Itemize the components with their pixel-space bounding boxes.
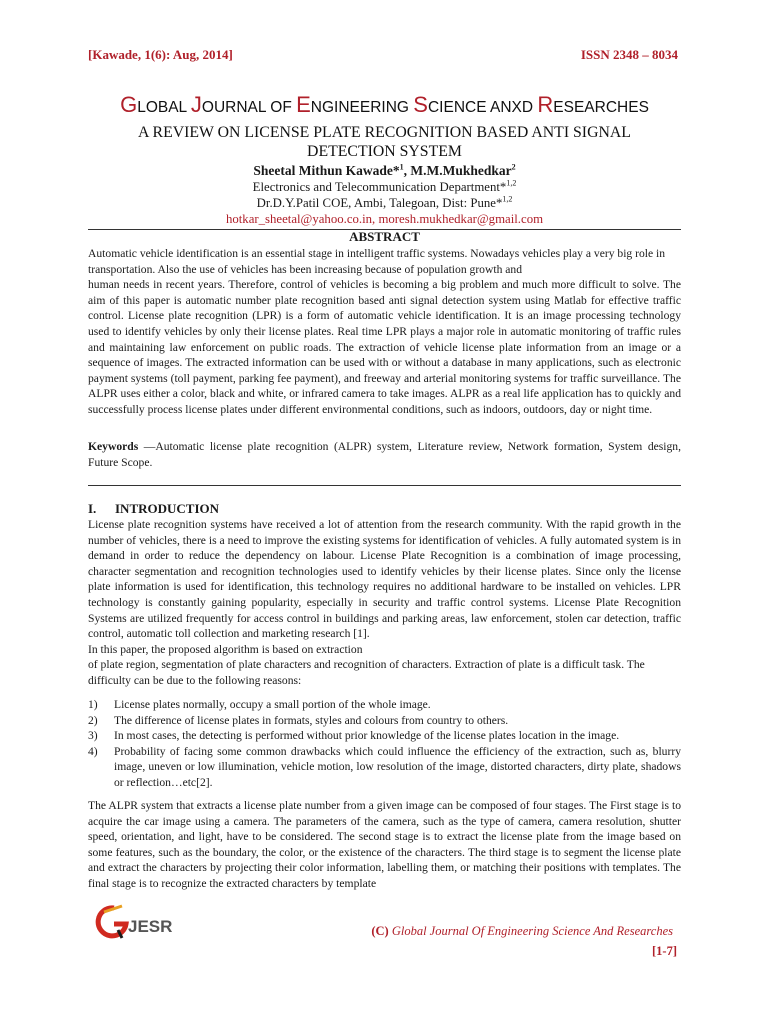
affiliation-department: Electronics and Telecommunication Department*$^{1,2}$ xyxy=(252,178,517,194)
alpr-stages-paragraph: The ALPR system that extracts a license plate number from a given image can be composed of four stages. The First stage is to acquire the car image using a camera. The parameters of the camera, such as the type of camera, camera resolution, shutter speed, orientation, and light, have to be considered. The second stage is to extract the license plate from the image based on some features, such as the boundary, the color, or the existence of the characters. The third stage is to segment the license plate and extract the characters by projecting their color information, labelling them, or matching their positions with templates. The final stage is to recognize the extracted characters by template xyxy=(88,799,681,890)
title-line: A REVIEW ON LICENSE PLATE RECOGNITION BASED ANTI SIGNAL xyxy=(138,124,631,141)
list-item: 3) In most cases, the detecting is performed without prior knowledge of the license plates location in the image. xyxy=(88,729,620,743)
section-heading-introduction: I. INTRODUCTION xyxy=(88,501,220,516)
journal-word: OF xyxy=(270,99,292,116)
author-emails[interactable]: hotkar_sheetal@yahoo.co.in, moresh.mukhedkar@gmail.com xyxy=(225,212,544,226)
journal-word: GLOBAL xyxy=(120,92,187,117)
reasons-list xyxy=(88,697,681,791)
page-number: [1-7] xyxy=(652,944,677,958)
journal-word: SCIENCE xyxy=(413,92,487,117)
keywords: Keywords —Automatic license plate recognition (ALPR) system, Literature review, Network formation, System design, Future Scope. xyxy=(88,440,681,469)
header-issn: ISSN 2348 – 8034 xyxy=(580,47,678,62)
gjesr-logo xyxy=(92,902,184,942)
introduction-body: License plate recognition systems have received a lot of attention from the research community. With the rapid growth in the number of vehicles, there is a need to improve the existing systems for identification of vehicles. A fully automated system is in demand in order to reduce the dependency on labour. License Plate Recognition is a combination of image processing, character segmentation and recognition technologies used to identify vehicles by their license plates. Since only the license plate information is used for identification, this technology requires no additional hardware to be installed on vehicles. LPR technology is constantly gaining popularity, especially in security and traffic control systems. License Plate Recognition Systems are utilized frequently for access control in buildings and parking areas, law enforcement, stolen car detection, traffic control, automatic toll collection and marketing research [1]. In this paper, the proposed algorithm is based on extraction of plate region, segmentation of plate characters and recognition of characters. Extraction of plate is a difficult task. The difficulty can be due to the following reasons: xyxy=(88,518,681,687)
abstract-heading: ABSTRACT xyxy=(349,229,420,244)
list-item: 4) Probability of facing some common drawbacks which could influence the efficiency of the extraction, such as, blurry image, uneven or low illumination, vehicle motion, low resolution of the image, distorted characters, dirty plate, shadows or reflection…etc[2]. xyxy=(88,744,681,789)
list-item: 1) License plates normally, occupy a small portion of the whole image. xyxy=(88,698,431,711)
header-citation: [Kawade, 1(6): Aug, 2014] xyxy=(88,47,233,62)
footer-copyright: (C) Global Journal Of Engineering Science And Researches xyxy=(371,924,673,938)
divider xyxy=(88,485,681,486)
abstract-body: Automatic vehicle identification is an essential stage in intelligent traffic systems. Nowadays vehicles play a very big role in transportation. Also the use of vehicles has been increasing because of population growth and human needs in recent years. Therefore, control of vehicles is becoming a big problem and much more difficult to solve. The aim of this paper is automatic number plate recognition based anti signal detection system using Matlab for effective traffic control. License plate recognition (LPR) is a form of automatic vehicle identification. It is an image processing technology used to identify vehicles by only their license plates. Real time LPR plays a major role in automatic monitoring of traffic rules and maintaining law enforcement on public roads. The extraction of vehicle license plate information from an image or a sequence of images. The extracted information can be used with or without a database in many applications, such as electronic payment systems (toll payment, parking fee payment), and freeway and arterial monitoring systems for traffic surveillance. The ALPR uses either a color, black and white, or infrared camera to take images. ALPR as a real life application has to quickly and successfully process license plates under different environmental conditions, such as indoors, outdoors, day or night time. xyxy=(88,247,681,416)
paper-title xyxy=(88,123,681,161)
journal-word: RESEARCHES xyxy=(537,92,649,117)
authors: Sheetal Mithun Kawade*$^1$, M.M.Mukhedkar$^2$ xyxy=(253,162,516,178)
list-item: 2) The difference of license plates in formats, styles and colours from country to others. xyxy=(88,713,509,727)
title-line: DETECTION SYSTEM xyxy=(307,143,462,160)
affiliation-college: Dr.D.Y.Patil COE, Ambi, Talegoan, Dist: Pune*$^{1,2}$ xyxy=(256,194,513,210)
svg-text:JESR: JESR xyxy=(128,917,173,936)
paper-page xyxy=(88,0,681,1024)
journal-word: JOURNAL xyxy=(190,92,266,117)
journal-word: ANXD xyxy=(490,99,534,116)
journal-word: ENGINEERING xyxy=(296,92,409,117)
journal-name xyxy=(88,92,681,118)
